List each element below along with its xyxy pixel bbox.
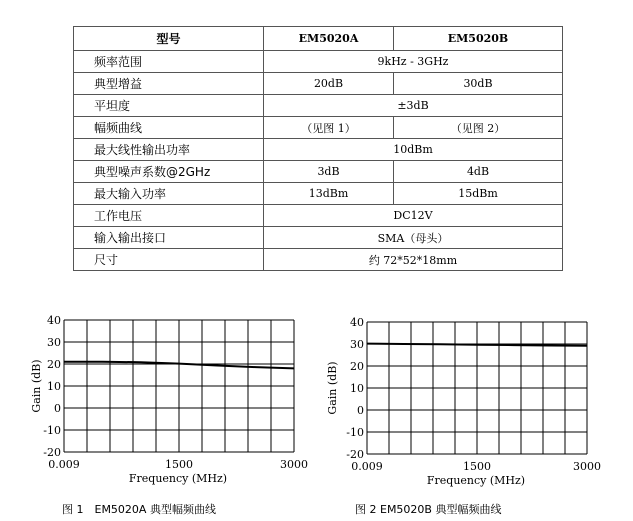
header-em5020b: EM5020B (394, 27, 563, 51)
header-em5020a: EM5020A (264, 27, 394, 51)
row-label: 典型噪声系数@2GHz (74, 161, 264, 183)
caption-figure-2: 图 2 EM5020B 典型幅频曲线 (355, 503, 502, 516)
y-tick-label: 40 (350, 316, 364, 329)
row-value-em5020b: 4dB (394, 161, 563, 183)
x-axis-label: Frequency (MHz) (426, 474, 526, 487)
row-value-merged: DC12V (264, 205, 563, 227)
row-label: 输入输出接口 (74, 227, 264, 249)
x-axis-label: Frequency (MHz) (128, 472, 228, 485)
row-value-merged: 10dBm (264, 139, 563, 161)
y-tick-label: -10 (346, 426, 364, 439)
y-tick-label: 0 (357, 404, 364, 417)
row-value-merged: SMA（母头） (264, 227, 563, 249)
row-value-em5020b: 15dBm (394, 183, 563, 205)
x-tick-label: 0.009 (48, 458, 80, 471)
row-label: 频率范围 (74, 51, 264, 73)
row-value-em5020a: 3dB (264, 161, 394, 183)
y-axis-label: Gain (dB) (30, 359, 43, 413)
y-tick-label: 30 (350, 338, 364, 351)
y-axis-label: Gain (dB) (326, 361, 339, 415)
x-tick-label: 3000 (280, 458, 308, 471)
y-tick-label: 30 (47, 336, 61, 349)
row-label: 最大输入功率 (74, 183, 264, 205)
row-label: 典型增益 (74, 73, 264, 95)
x-tick-label: 1500 (463, 460, 491, 473)
y-tick-label: -10 (43, 424, 61, 437)
y-tick-label: 20 (47, 358, 61, 371)
caption-figure-1: 图 1 EM5020A 典型幅频曲线 (62, 503, 216, 516)
row-value-em5020a: 13dBm (264, 183, 394, 205)
y-tick-label: 20 (350, 360, 364, 373)
y-tick-label: -20 (43, 446, 61, 459)
row-label: 幅频曲线 (74, 117, 264, 139)
y-tick-label: 0 (54, 402, 61, 415)
y-tick-label: 10 (350, 382, 364, 395)
y-tick-label: 10 (47, 380, 61, 393)
row-value-em5020a: 20dB (264, 73, 394, 95)
row-value-merged: 约 72*52*18mm (264, 249, 563, 271)
x-tick-label: 0.009 (351, 460, 383, 473)
header-model: 型号 (74, 27, 264, 51)
row-value-merged: 9kHz - 3GHz (264, 51, 563, 73)
y-tick-label: -20 (346, 448, 364, 461)
row-value-merged: ±3dB (264, 95, 563, 117)
y-tick-label: 40 (47, 314, 61, 327)
row-label: 平坦度 (74, 95, 264, 117)
row-label: 尺寸 (74, 249, 264, 271)
row-value-em5020b: （见图 2） (394, 117, 563, 139)
x-tick-label: 3000 (573, 460, 601, 473)
x-tick-label: 1500 (165, 458, 193, 471)
row-value-em5020a: （见图 1） (264, 117, 394, 139)
row-label: 最大线性输出功率 (74, 139, 264, 161)
row-value-em5020b: 30dB (394, 73, 563, 95)
row-label: 工作电压 (74, 205, 264, 227)
